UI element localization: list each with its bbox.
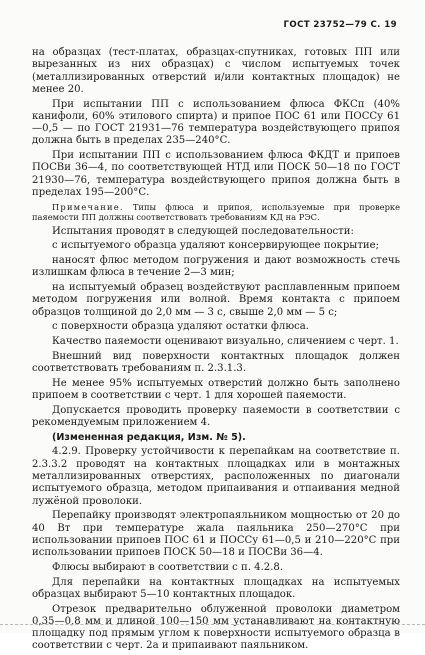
- document-body: [32, 47, 400, 655]
- note-text: Типы флюса и припоя, используемые при проверке паяемости ПП должны соответствовать требованиям КД на РЭС.: [32, 201, 400, 222]
- paragraph: с поверхности образца удаляют остатки флюса.: [52, 321, 309, 333]
- edition-note: [32, 432, 400, 444]
- paragraph: Отрезок предварительно облуженной проволоки диаметром 0,35—0,8 мм и длиной 100—150 мм устанавливают на контактную площадку под прямым углом к поверхности испытуемого образца в соответствии с черт. 2а и припаивают паяльником.: [32, 603, 400, 652]
- paragraph: Не менее 95% испытуемых отверстий должно быть заполнено припоем в соответствии с черт. 1 для хорошей паяемости.: [32, 377, 400, 402]
- paragraph: 4.2.9. Проверку устойчивости к перепайкам на соответствие п. 2.3.3.2 проводят на контактных площадках или в монтажных металлизированных отверстиях, расположенных по диагонали испытуемого образца, методом припаивания и отпаивания медной лужёной проволоки.: [32, 446, 400, 507]
- paragraph: Для перепайки на контактных площадках на испытуемых образцах выбирают 5—10 контактных площадок.: [32, 576, 400, 600]
- paragraph: Испытания проводят в следующей последовательности:: [52, 225, 354, 237]
- paragraph: наносят флюс методом погружения и дают возможность стечь излишкам флюса в течение 2—3 мин;: [32, 255, 400, 279]
- paragraph: на испытуемый образец воздействуют расплавленным припоем методом погружения или волной. Время контакта с припоем образцов толщиной до 2,0 мм — 3 с, свыше 2,0 мм — 5 с;: [32, 282, 400, 318]
- page-bottom-rule: [0, 624, 425, 625]
- paragraph: Допускается проводить проверку паяемости в соответствии с рекомендуемым приложением 4.: [32, 404, 400, 429]
- paragraph: При испытании ПП с использованием флюса ФКДТ и припоев ПОСВи 36—4, по соответствующей НТД или ПОСК 50—18 по ГОСТ 21930—76, температура воздействующего припоя должна быть в пределах 195—200°С.: [32, 150, 400, 199]
- note: [32, 202, 400, 222]
- paragraph: Внешний вид поверхности контактных площадок должен соответствовать требованиям п. 2.3.1.3.: [32, 350, 400, 375]
- note-label: Примечание.: [52, 201, 124, 212]
- paragraph: с испытуемого образца удаляют консервирующее покрытие;: [52, 240, 380, 252]
- paragraph: Перепайку производят электропаяльником мощностью от 20 до 40 Вт при температуре жала паяльника 250—270°С при использовании припоев ПОС 61 и ПОССу 61—0,5 и 210—220°С при использовании припоев ПОСК 50—18 и ПОСВи 36—4.: [32, 510, 400, 559]
- paragraph: на образцах (тест-платах, образцах-спутниках, готовых ПП или вырезанных из них образцах) с числом испытуемых точек (металлизированных отверстий и/или контактных площадок) не менее 20.: [32, 47, 400, 95]
- paragraph: Качество паяемости оценивают визуально, сличением с черт. 1.: [52, 336, 399, 348]
- edition-label: (Измененная редакция, Изм. № 5).: [52, 431, 246, 443]
- page-header: ГОСТ 23752—79 С. 19: [283, 20, 397, 30]
- paragraph: При испытании ПП с использованием флюса ФКСп (40% канифоли, 60% этилового спирта) и припое ПОС 61 или ПОССу 61—0,5 — по ГОСТ 21931—76 температура воздействующего припоя должна быть в пределах 235—240°С.: [32, 98, 400, 147]
- paragraph: Флюсы выбирают в соответствии с п. 4.2.8.: [52, 561, 284, 573]
